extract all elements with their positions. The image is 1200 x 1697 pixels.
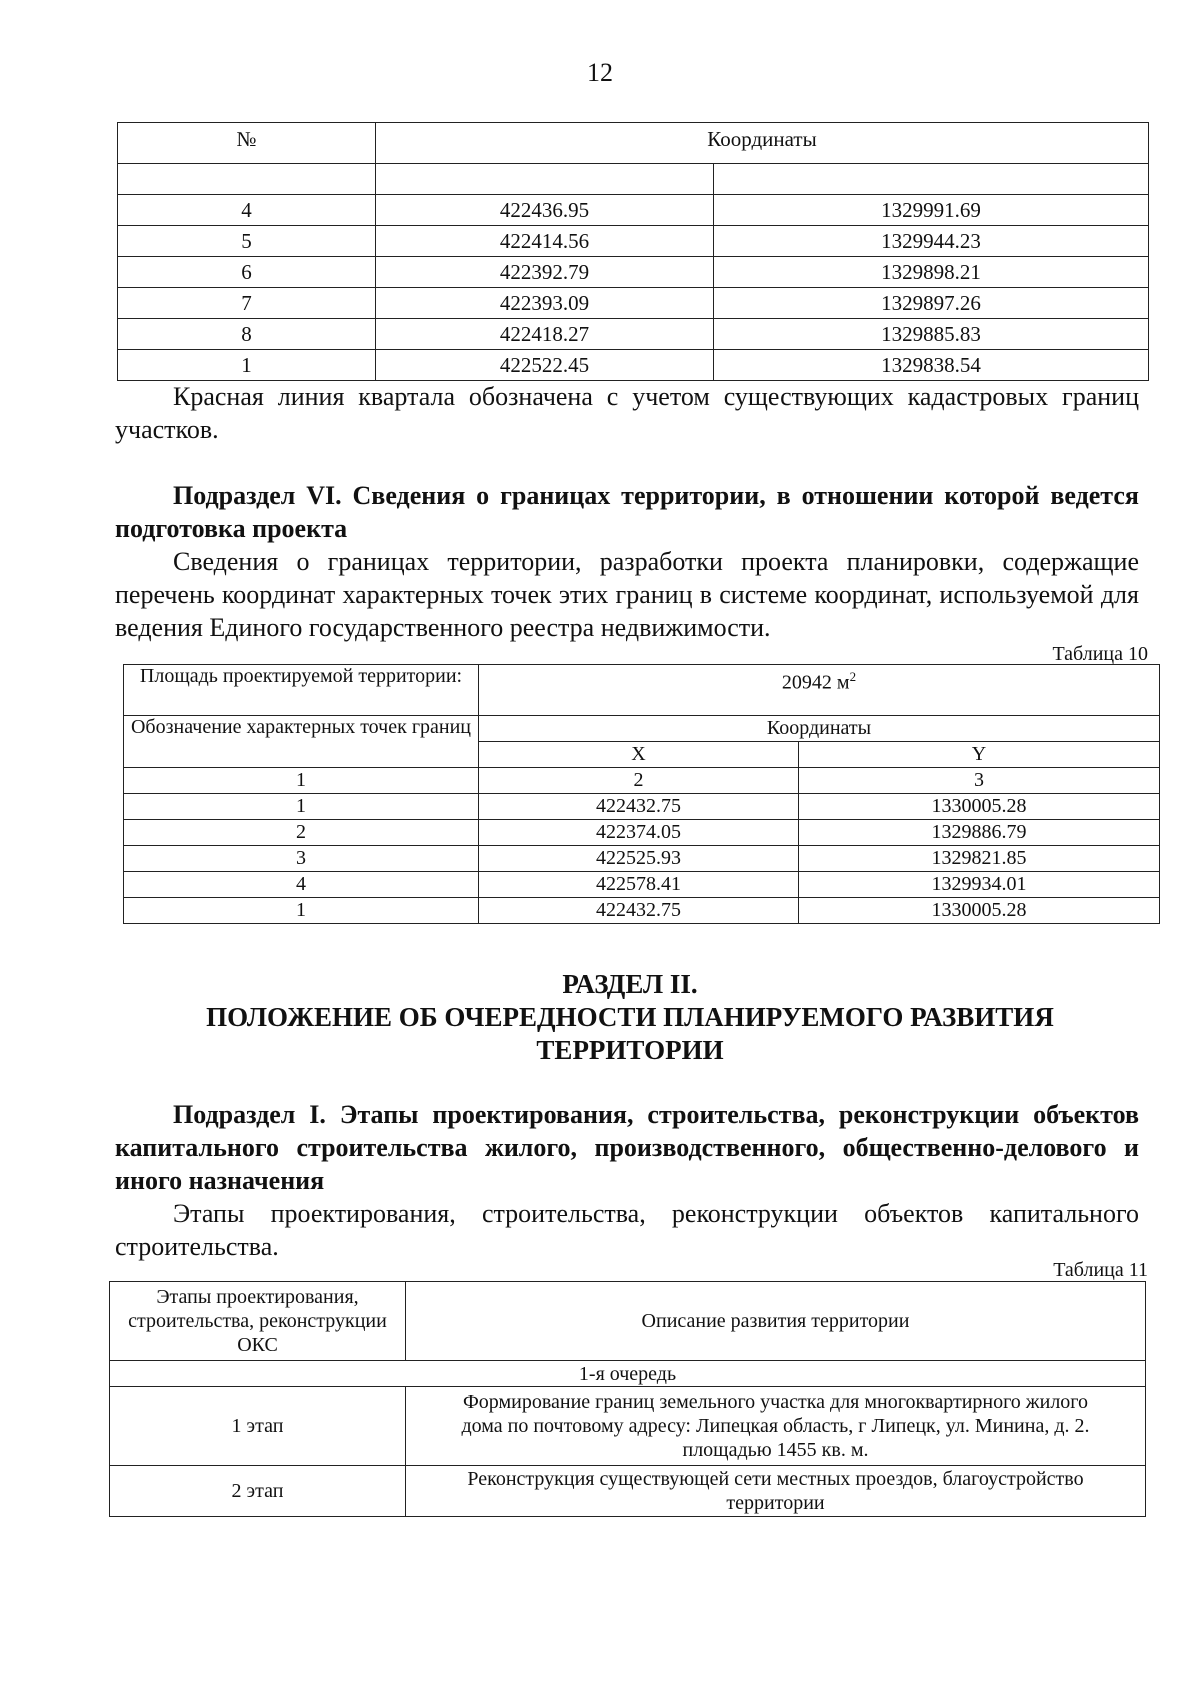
subsection-1-heading: Подраздел I. Этапы проектирования, строительства, реконструкции объектов капитального строительства жилого, производственного, общественно-делового и иного назначения [115,1100,1139,1195]
table-row: 1 422522.45 1329838.54 [118,350,1149,381]
table-row: 1 2 3 [124,768,1160,794]
table-row: 5 422414.56 1329944.23 [118,226,1149,257]
section-2-title: РАЗДЕЛ II. [562,969,698,999]
queue-label: 1-я очередь [110,1361,1146,1387]
red-line-paragraph: Красная линия квартала обозначена с учетом существующих кадастровых границ участков. [115,382,1139,444]
col-stages-header: Этапы проектирования, строительства, реконструкции ОКС [110,1282,406,1361]
table-11-label: Таблица 11 [1053,1259,1148,1281]
coords-label: Координаты [479,716,1160,742]
table-row: 3 422525.93 1329821.85 [124,846,1160,872]
table-row: 1 422432.75 1330005.28 [124,794,1160,820]
section-2-subtitle-cont: ТЕРРИТОРИИ [536,1035,724,1065]
table-row: 8 422418.27 1329885.83 [118,319,1149,350]
table-row: 2 422374.05 1329886.79 [124,820,1160,846]
subsection-1-text: Этапы проектирования, строительства, реконструкции объектов капитального строительства. [115,1199,1139,1261]
stages-table [109,1281,1146,1517]
table-row: 2 этап Реконструкция существующей сети местных проездов, благоустройство территории [110,1466,1146,1517]
col-num-header: № [118,123,376,164]
table-10-label: Таблица 10 [1052,643,1148,665]
coordinates-table-continued [117,122,1149,381]
col-coords-header: Координаты [376,123,1149,164]
table-row: 1 этап Формирование границ земельного участка для многоквартирного жилого дома по почтовому адресу: Липецкая область, г Липецк, ул. Минина, д. 2. площадью 1455 кв. м. [110,1387,1146,1466]
table-row: 4 422436.95 1329991.69 [118,195,1149,226]
col-description-header: Описание развития территории [406,1282,1146,1361]
area-label: Площадь проектируемой территории: [124,665,479,716]
table-row: 6 422392.79 1329898.21 [118,257,1149,288]
table-row: 1 422432.75 1330005.28 [124,898,1160,924]
table-row: 4 422578.41 1329934.01 [124,872,1160,898]
points-label: Обозначение характерных точек границ [124,716,479,768]
area-value: 20942 $м^2$ [479,665,1160,716]
x-label: X [479,742,799,768]
subsection-6-text: Сведения о границах территории, разработки проекта планировки, содержащие перечень координат характерных точек этих границ в системе координат, используемой для ведения Единого государственного реестра недвижимости. [115,547,1139,642]
table-row: 7 422393.09 1329897.26 [118,288,1149,319]
boundary-coordinates-table [123,664,1160,924]
subsection-6-heading: Подраздел VI. Сведения о границах территории, в отношении которой ведется подготовка проекта [115,481,1139,543]
section-2-subtitle: ПОЛОЖЕНИЕ ОБ ОЧЕРЕДНОСТИ ПЛАНИРУЕМОГО РАЗВИТИЯ [206,1002,1054,1032]
y-label: Y [799,742,1160,768]
page-number: 12 [587,58,613,87]
